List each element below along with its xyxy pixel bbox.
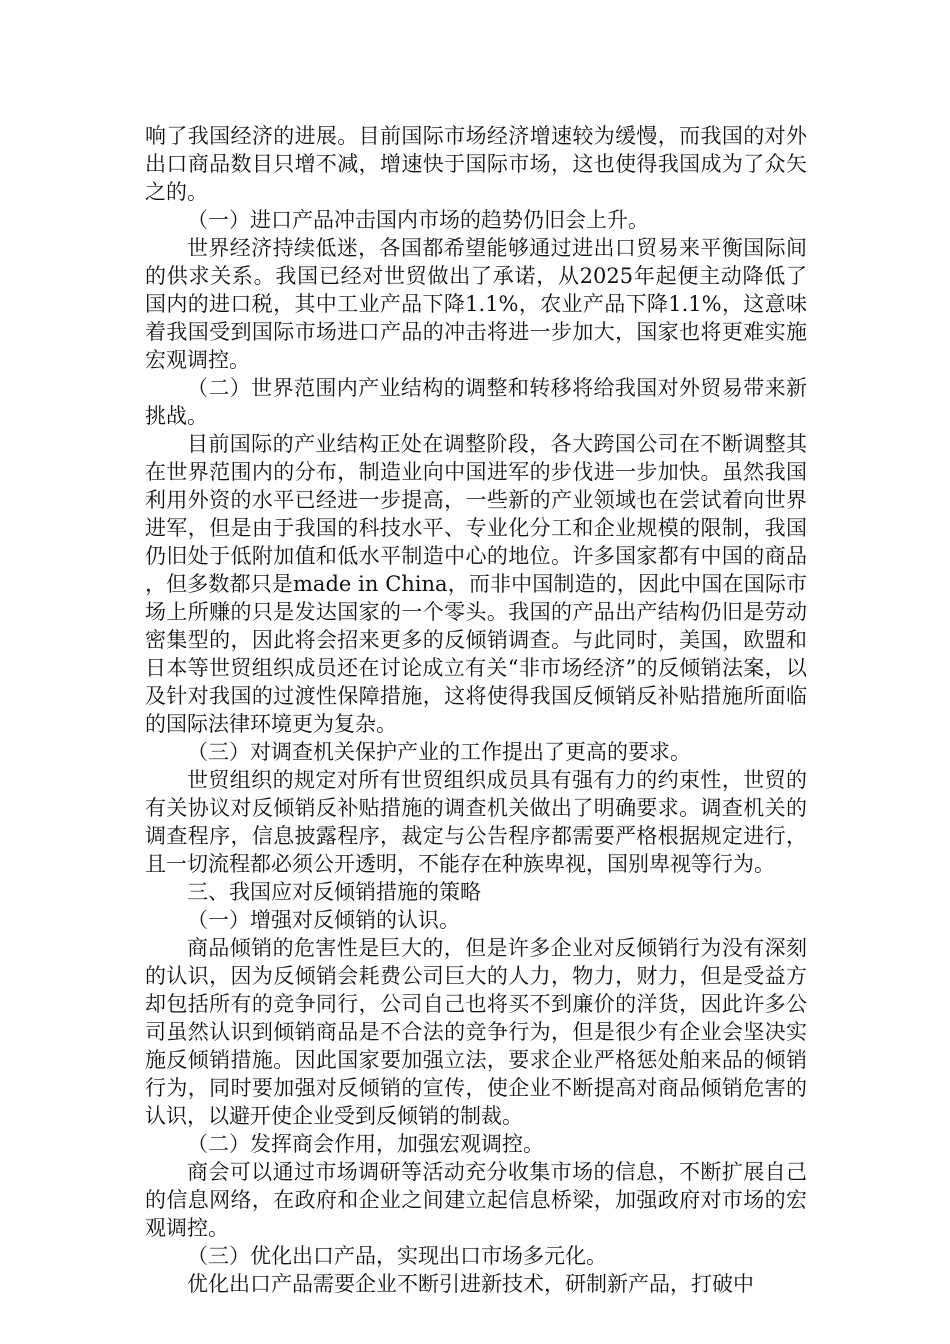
paragraph: 商会可以通过市场调研等活动充分收集市场的信息，不断扩展自己的信息网络，在政府和企业之间建立起信息桥梁，加强政府对市场的宏观调控。 (145, 1160, 807, 1240)
document-body (145, 122, 807, 1298)
subheading-3: （三）对调查机关保护产业的工作提出了更高的要求。 (187, 740, 691, 764)
paragraph: 商品倾销的危害性是巨大的，但是许多企业对反倾销行为没有深刻的认识，因为反倾销会耗费公司巨大的人力，物力，财力，但是受益方却包括所有的竞争同行，公司自己也将买不到廉价的洋货，因此许多公司虽然认识到倾销商品是不合法的竞争行为，但是很少有企业会坚决实施反倾销措施。因此国家要加强立法，要求企业严格惩处舶来品的倾销行为，同时要加强对反倾销的宣传，使企业不断提高对商品倾销危害的认识，以避开使企业受到反倾销的制裁。 (145, 936, 807, 1128)
subheading-1: （一）进口产品冲击国内市场的趋势仍旧会上升。 (187, 208, 649, 232)
subheading-1: （一）增强对反倾销的认识。 (187, 908, 460, 932)
paragraph: 目前国际的产业结构正处在调整阶段，各大跨国公司在不断调整其在世界范围内的分布，制造业向中国进军的步伐进一步加快。虽然我国利用外资的水平已经进一步提高，一些新的产业领域也在尝试着向世界进军，但是由于我国的科技水平、专业化分工和企业规模的限制，我国仍旧处于低附加值和低水平制造中心的地位。许多国家都有中国的商品，但多数都只是made in China，而非中国制造的，因此中国在国际市场上所赚的只是发达国家的一个零头。我国的产品出产结构仍旧是劳动密集型的，因此将会招来更多的反倾销调查。与此同时，美国，欧盟和日本等世贸组织成员还在讨论成立有关“非市场经济”的反倾销法案，以及针对我国的过渡性保障措施，这将使得我国反倾销反补贴措施所面临的国际法律环境更为复杂。 (145, 432, 807, 736)
subheading-2: （二）世界范围内产业结构的调整和转移将给我国对外贸易带来新挑战。 (145, 376, 807, 428)
subheading-3: （三）优化出口产品，实现出口市场多元化。 (187, 1244, 607, 1268)
paragraph: 世界经济持续低迷，各国都希望能够通过进出口贸易来平衡国际间的供求关系。我国已经对世贸做出了承诺，从2025年起便主动降低了国内的进口税，其中工业产品下降1.1%，农业产品下降1.1%，这意味着我国受到国际市场进口产品的冲击将进一步加大，国家也将更难实施宏观调控。 (145, 236, 807, 372)
section-heading: 三、我国应对反倾销措施的策略 (187, 880, 481, 904)
paragraph-truncated: 优化出口产品需要企业不断引进新技术，研制新产品，打破中 (187, 1272, 754, 1296)
subheading-2: （二）发挥商会作用，加强宏观调控。 (187, 1132, 544, 1156)
paragraph-continued: 响了我国经济的进展。目前国际市场经济增速较为缓慢，而我国的对外出口商品数目只增不减，增速快于国际市场，这也使得我国成为了众矢之的。 (145, 124, 807, 204)
paragraph: 世贸组织的规定对所有世贸组织成员具有强有力的约束性，世贸的有关协议对反倾销反补贴措施的调查机关做出了明确要求。调查机关的调查程序，信息披露程序，裁定与公告程序都需要严格根据规定进行，且一切流程都必须公开透明，不能存在种族卑视，国别卑视等行为。 (145, 768, 807, 876)
